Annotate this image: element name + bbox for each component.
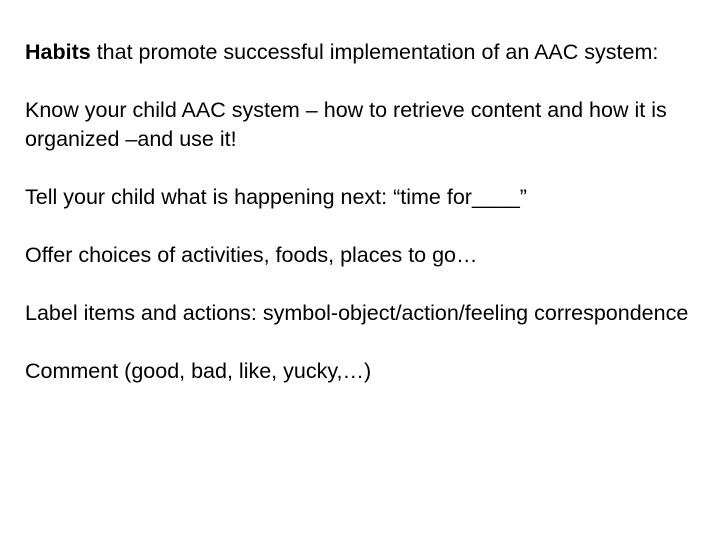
habit-item-tell-next: Tell your child what is happening next: “time for____” [25,185,527,209]
habit-item-know-system: Know your child AAC system – how to retrieve content and how it is organized –and use it! [25,98,667,151]
heading-text: that promote successful implementation of an AAC system: [90,40,659,64]
slide-heading [25,38,695,67]
heading-bold-word: Habits [25,40,91,64]
habit-item-comment: Comment (good, bad, like, yucky,…) [25,359,372,383]
slide-content [25,38,695,415]
habit-item-label-items: Label items and actions: symbol-object/action/feeling correspondence [25,301,689,325]
habit-item-offer-choices: Offer choices of activities, foods, places to go… [25,243,478,267]
